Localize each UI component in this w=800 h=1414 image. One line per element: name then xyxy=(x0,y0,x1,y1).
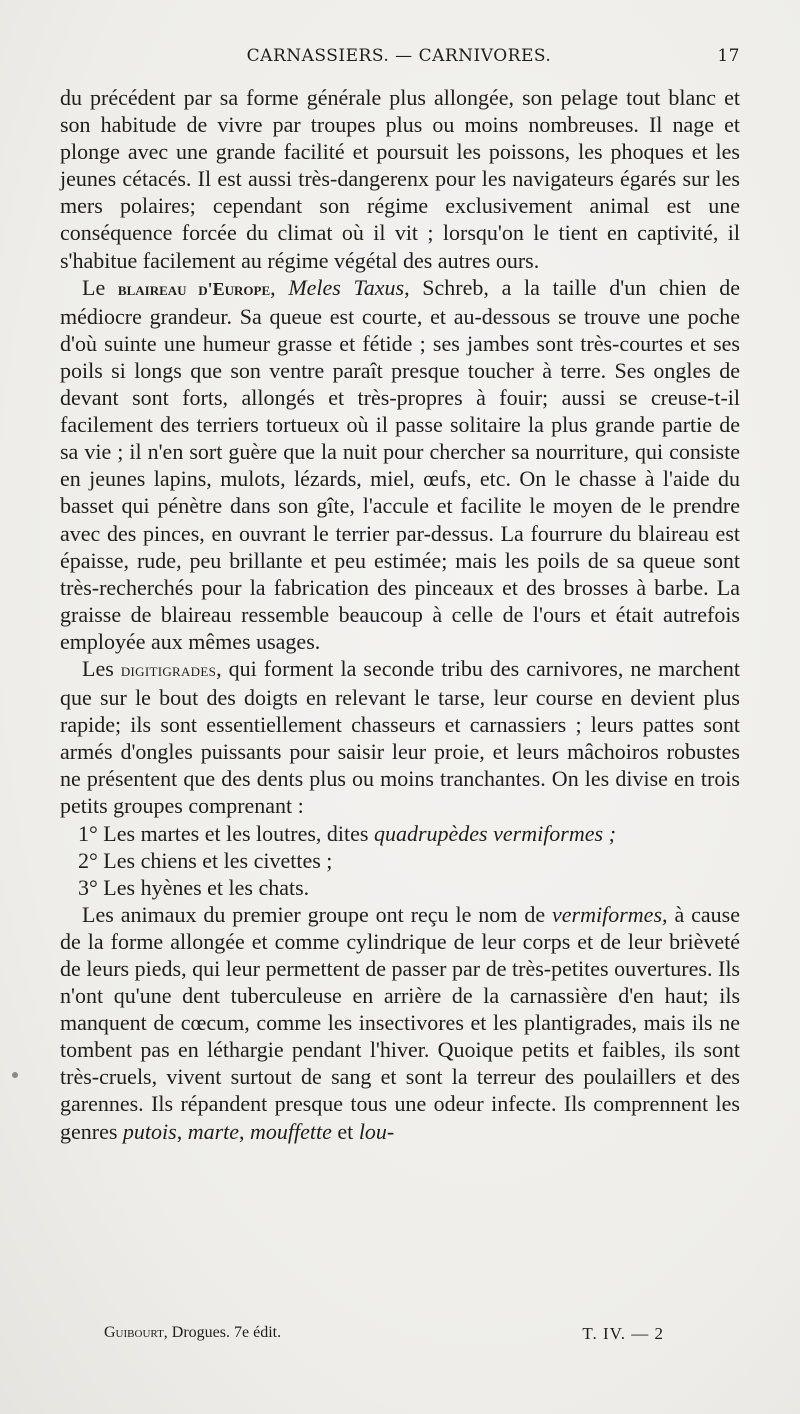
species-name: blaireau d'Europe xyxy=(117,278,271,299)
paragraph-text: , Schreb, a la taille d'un chien de médiocre grandeur. Sa queue est courte, et au-dessous se trouve une poche d'où suinte une humeur grasse et fétide ; ses jambes sont très-courtes et ses poils si longs que son ventre paraît presque toucher à terre. Ses ongles de devant sont forts, allongés et très-propres à fouir; aussi se creuse-t-il facilement des terriers tortueux où il passe solitaire la plus grande partie de sa vie ; il n'en sort guère que la nuit pour chercher sa nourriture, qui consiste en jeunes lapins, mulots, lézards, miel, œufs, etc. On le chasse à l'aide du basset qui pénètre dans son gîte, l'accule et facilite le moyen de le prendre avec des pinces, en ouvrant le terrier par-dessus. La fourrure du blaireau est épaisse, rude, peu brillante et peu estimée; mais les poils de sa queue sont très-recherchés pour la fabrication des pinceaux et des brosses à barbe. La graisse de blaireau ressemble beaucoup à celle de l'ours et était autrefois employée aux mêmes usages. xyxy=(60,274,741,654)
paragraph-polar-bear: du précédent par sa forme générale plus allongée, son pelage tout blanc et son habitude de vivre par troupes plus ou moins nombreuses. Il nage et plonge avec une grande facilité et poursuit les poissons, les phoques et les jeunes cétacés. Il est aussi très-dangerenx pour les navigateurs égarés sur les mers polaires; cependant son régime exclusivement animal est une conséquence forcée du climat où il vit ; lorsqu'on le tient en captivité, il s'habitue facilement au régime végétal des autres ours. xyxy=(60,85,740,273)
tribe-name: digitigrades xyxy=(120,659,217,681)
page-number: 17 xyxy=(717,46,740,66)
list-item-3: 3° Les hyènes et les chats. xyxy=(78,874,310,900)
paragraph-digitigrades xyxy=(60,655,740,820)
paragraph-text: , qui forment la seconde tribu des carnivores, ne marchent que sur le bout des doigts en relevant le tarse, leur course en devient plus rapide; ils sont essentiellement chasseurs et carnassiers ; leurs pattes sont armés d'ongles puissants pour saisir leur proie, et leurs mâchoiros robustes ne présentent que des dents plus ou moins tranchantes. On les divise en trois petits groupes comprenant : xyxy=(60,655,741,819)
running-head-title: CARNASSIERS. — CARNIVORES. xyxy=(246,46,552,66)
paragraph-text: à cause de la forme allongée et comme cylindrique de leur corps et de leur brièveté de leurs pieds, qui leur permettent de passer par de très-petites ouvertures. Ils n'ont qu'une dent tuberculeuse en arrière de la carnassière d'en haut; ils manquent de cœcum, comme les insectivores et les plantigrades, mais ils ne tombent pas en léthargie pendant l'hiver. Quoique petits et faibles, ils sont très-cruels, vivent surtout de sang et sont la terreur des poulaillers et des garennes. Ils répandent presque tous une odeur infecte. Ils comprennent les genres xyxy=(60,901,740,1144)
latin-name: Meles Taxus xyxy=(288,274,405,300)
list-item-text: 1° Les martes et les loutres, dites xyxy=(78,820,374,846)
margin-ink-mark xyxy=(12,1072,18,1078)
separator: , xyxy=(239,1118,251,1144)
separator: , xyxy=(270,274,289,300)
genus-lou: lou- xyxy=(358,1118,395,1144)
separator: , xyxy=(176,1118,188,1144)
group-name: vermiformes, xyxy=(552,901,668,927)
paragraph-lead: Les animaux du premier groupe ont reçu le nom de xyxy=(82,901,553,927)
signature-author: Guibourt xyxy=(104,1324,164,1341)
volume-signature: T. IV. — 2 xyxy=(582,1324,664,1343)
genus-putois: putois xyxy=(122,1118,177,1144)
body-text xyxy=(60,84,740,1145)
list-item-1 xyxy=(60,820,740,847)
paragraph-lead: Le xyxy=(82,274,118,300)
paragraph-lead: Les xyxy=(82,655,121,681)
signature-edition: , Drogues. 7e édit. xyxy=(163,1324,282,1341)
separator: et xyxy=(331,1118,359,1144)
running-head xyxy=(58,46,740,72)
genus-marte: marte xyxy=(187,1118,240,1144)
paragraph-badger xyxy=(60,274,740,655)
list-item-italic: quadrupèdes vermiformes ; xyxy=(373,820,616,846)
paragraph-vermiformes xyxy=(60,901,740,1145)
list-item-2: 2° Les chiens et les civettes ; xyxy=(78,847,333,873)
signature-line xyxy=(104,1324,281,1342)
genus-mouffette: mouffette xyxy=(250,1118,332,1144)
page-footer xyxy=(104,1324,664,1350)
